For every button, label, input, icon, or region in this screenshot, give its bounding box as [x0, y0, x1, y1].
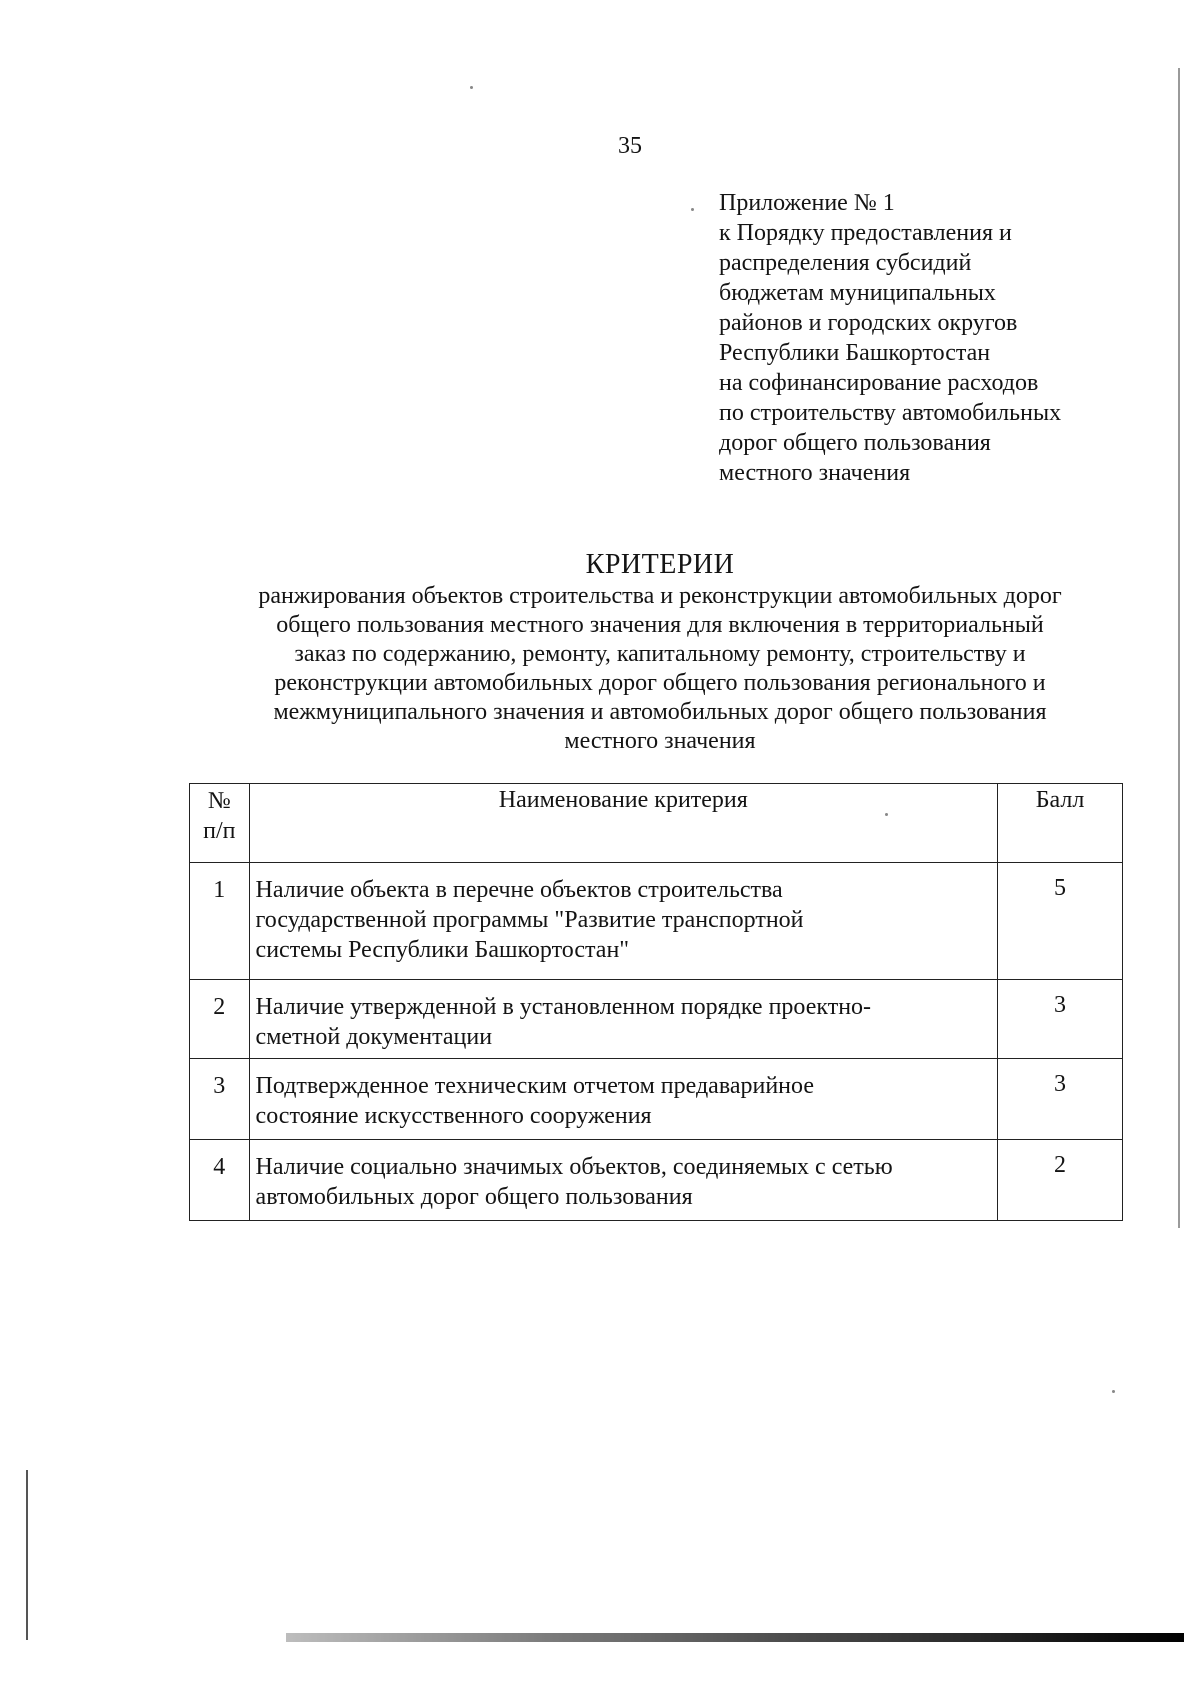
- criterion-score: 2: [998, 1140, 1123, 1221]
- table-row: [190, 980, 1123, 1059]
- criterion-score: 3: [998, 1059, 1123, 1140]
- row-number: 2: [190, 980, 250, 1059]
- header-score: Балл: [998, 784, 1123, 863]
- row-number: 1: [190, 863, 250, 980]
- criterion-name-line: сметной документации: [255, 1024, 493, 1050]
- appendix-header: [719, 188, 1139, 488]
- appendix-line: бюджетам муниципальных: [719, 280, 996, 306]
- subtitle-line: реконструкции автомобильных дорог общего пользования регионального и: [274, 670, 1046, 696]
- scan-speck: [470, 86, 473, 89]
- appendix-line: районов и городских округов: [719, 310, 1018, 336]
- appendix-line: к Порядку предоставления и: [719, 220, 1012, 246]
- appendix-line: Республики Башкортостан: [719, 340, 991, 366]
- criterion-name-line: Наличие утвержденной в установленном порядке проектно-: [255, 994, 872, 1020]
- criterion-score: 5: [998, 863, 1123, 980]
- criterion-name-line: государственной программы "Развитие транспортной: [255, 907, 804, 933]
- scan-speck: [1112, 1390, 1115, 1393]
- header-criterion-name: Наименование критерия: [249, 784, 998, 863]
- criterion-name-line: Наличие социально значимых объектов, соединяемых с сетью: [255, 1154, 893, 1180]
- appendix-line: Приложение № 1: [719, 190, 895, 216]
- criterion-name-line: состояние искусственного сооружения: [255, 1103, 652, 1129]
- criterion-name: [249, 980, 998, 1059]
- criterion-name: [249, 863, 998, 980]
- criterion-name: [249, 1059, 998, 1140]
- appendix-line: распределения субсидий: [719, 250, 972, 276]
- criterion-name: [249, 1140, 998, 1221]
- table-row: [190, 1140, 1123, 1221]
- criterion-name-line: системы Республики Башкортостан": [255, 937, 630, 963]
- scan-edge-bar-bottom: [286, 1633, 1184, 1642]
- appendix-line: по строительству автомобильных: [719, 400, 1062, 426]
- row-number: 3: [190, 1059, 250, 1140]
- header-number-symbol: №: [207, 788, 231, 814]
- document-title: КРИТЕРИИ: [585, 549, 735, 580]
- appendix-line: местного значения: [719, 460, 911, 486]
- table-row: [190, 1059, 1123, 1140]
- criteria-table: [189, 783, 1123, 1221]
- criterion-name-line: Подтвержденное техническим отчетом предаварийное: [255, 1073, 814, 1099]
- page-number: 35: [618, 133, 642, 159]
- scan-edge-line-left: [26, 1470, 28, 1640]
- subtitle-line: заказ по содержанию, ремонту, капитальному ремонту, строительству и: [294, 641, 1026, 667]
- subtitle-line: общего пользования местного значения для включения в территориальный: [276, 612, 1044, 638]
- criterion-score: 3: [998, 980, 1123, 1059]
- document-subtitle: [180, 582, 1140, 756]
- appendix-line: дорог общего пользования: [719, 430, 991, 456]
- subtitle-line: местного значения: [564, 728, 756, 754]
- document-title-block: [180, 548, 1140, 756]
- subtitle-line: ранжирования объектов строительства и реконструкции автомобильных дорог: [258, 583, 1062, 609]
- table-row: [190, 863, 1123, 980]
- subtitle-line: межмуниципального значения и автомобильных дорог общего пользования: [273, 699, 1047, 725]
- row-number: 4: [190, 1140, 250, 1221]
- header-number: [190, 784, 250, 863]
- criterion-name-line: автомобильных дорог общего пользования: [255, 1184, 693, 1210]
- appendix-line: на софинансирование расходов: [719, 370, 1039, 396]
- table-header-row: [190, 784, 1123, 863]
- scan-speck: [691, 208, 694, 211]
- criterion-name-line: Наличие объекта в перечне объектов строительства: [255, 877, 783, 903]
- scan-edge-line-right: [1178, 68, 1180, 1228]
- header-number-abbr: п/п: [203, 818, 236, 844]
